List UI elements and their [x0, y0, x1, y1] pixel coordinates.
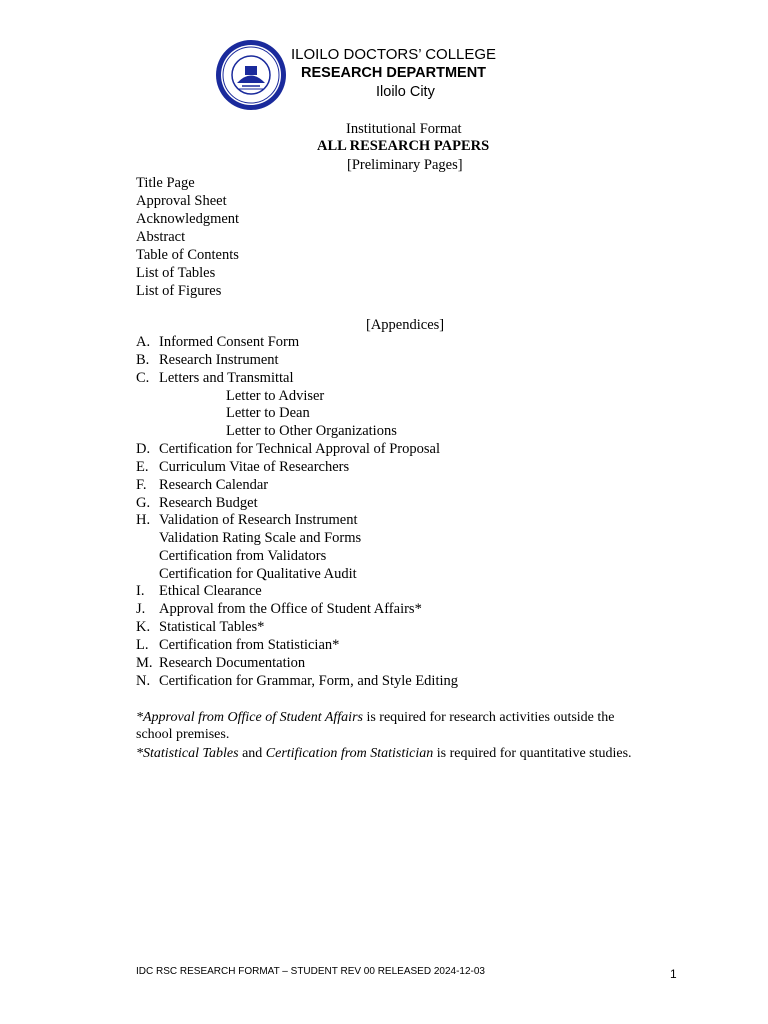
college-seal [215, 38, 287, 112]
format-label: Institutional Format [346, 121, 462, 137]
page-number: 1 [670, 967, 677, 981]
department-name: RESEARCH DEPARTMENT [301, 65, 487, 81]
list-item: Table of Contents [136, 247, 239, 263]
main-title: ALL RESEARCH PAPERS [317, 138, 490, 154]
preliminary-list [136, 174, 239, 300]
note-text: is required for quantitative studies. [433, 746, 632, 761]
list-item: List of Figures [136, 283, 222, 299]
list-item: Abstract [136, 229, 186, 245]
city-name: Iloilo City [376, 84, 435, 100]
note-italic: *Approval from Office of Student Affairs [136, 710, 363, 725]
preliminary-heading: [Preliminary Pages] [347, 157, 463, 173]
seal-logo-icon [215, 38, 287, 112]
footer-doc-code: IDC RSC RESEARCH FORMAT – STUDENT REV 00 RELEASED 2024-12-03 [136, 966, 485, 977]
list-item: Acknowledgment [136, 211, 240, 227]
note-student-affairs-cont: school premises. [136, 727, 230, 742]
note-italic: *Statistical Tables [136, 746, 239, 761]
appendices-heading: [Appendices] [366, 317, 445, 333]
list-item: List of Tables [136, 265, 216, 281]
note-text: and [238, 746, 266, 761]
note-text: is required for research activities outside the [362, 710, 615, 725]
note-student-affairs [136, 709, 614, 727]
list-item: Approval Sheet [136, 193, 227, 209]
note-statistics [136, 745, 632, 763]
college-name: ILOILO DOCTORS’ COLLEGE [291, 46, 497, 63]
list-item: Title Page [136, 175, 195, 191]
note-italic: Certification from Statistician [265, 746, 434, 761]
